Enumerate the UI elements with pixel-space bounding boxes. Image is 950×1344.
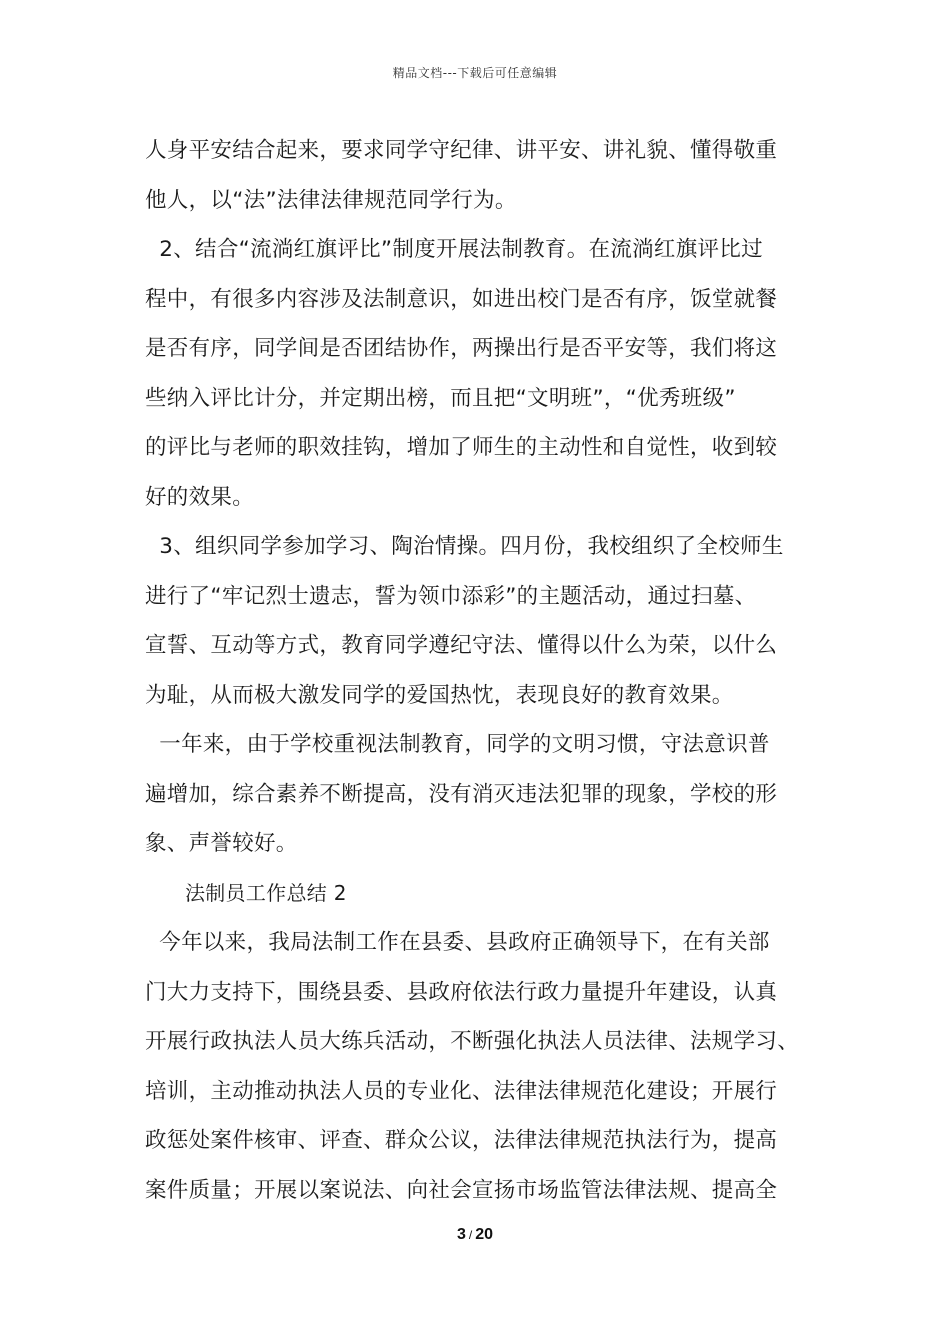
- body-line: 今年以来，我局法制工作在县委、县政府正确领导下，在有关部: [145, 930, 770, 955]
- body-line: 些纳入评比计分，并定期出榜，而且把“文明班”，“优秀班级”: [145, 385, 736, 411]
- page-number-separator: /: [468, 1228, 473, 1242]
- body-line: 开展行政执法人员大练兵活动，不断强化执法人员法律、法规学习、: [145, 1029, 800, 1054]
- body-line: 案件质量；开展以案说法、向社会宣扬市场监管法律法规、提高全: [145, 1177, 778, 1203]
- body-line: 2、结合“流淌红旗评比”制度开展法制教育。在流淌红旗评比过: [145, 237, 763, 262]
- body-line: 为耻，从而极大激发同学的爱国热忱，表现良好的教育效果。: [145, 682, 734, 708]
- body-line: 好的效果。: [145, 484, 255, 510]
- body-line: 人身平安结合起来，要求同学守纪律、讲平安、讲礼貌、懂得敬重: [145, 138, 778, 163]
- document-body: [145, 126, 825, 1215]
- body-line: 宣誓、互动等方式，教育同学遵纪守法、懂得以什么为荣，以什么: [145, 633, 778, 658]
- body-line: 政惩处案件核审、评查、群众公议，法律法律规范执法行为，提高: [145, 1128, 778, 1153]
- current-page-number: 3: [456, 1226, 466, 1243]
- page-header: 精品文档---下载后可任意编辑: [392, 66, 558, 80]
- body-line: 一年来，由于学校重视法制教育，同学的文明习惯，守法意识普: [145, 732, 770, 757]
- body-line: 遍增加，综合素养不断提高，没有消灭违法犯罪的现象，学校的形: [145, 781, 778, 807]
- body-line: 他人，以“法”法律法律规范同学行为。: [145, 187, 517, 213]
- body-line: 培训，主动推动执法人员的专业化、法律法律规范化建设；开展行: [145, 1078, 778, 1104]
- page-number: [0, 1226, 950, 1244]
- body-line: 程中，有很多内容涉及法制意识，如进出校门是否有序，饭堂就餐: [145, 286, 778, 312]
- body-line: 象、声誉较好。: [145, 831, 298, 856]
- body-line: 进行了“牢记烈士遗志，誓为领巾添彩”的主题活动，通过扫墓、: [145, 583, 757, 609]
- body-line: 是否有序，同学间是否团结协作，两操出行是否平安等，我们将这: [145, 336, 778, 361]
- section-heading: 法制员工作总结 2: [145, 880, 347, 905]
- total-page-count: 20: [475, 1226, 494, 1243]
- body-line: 门大力支持下，围绕县委、县政府依法行政力量提升年建设，认真: [145, 979, 778, 1005]
- body-line: 3、组织同学参加学习、陶治情操。四月份，我校组织了全校师生: [145, 534, 784, 559]
- body-line: 的评比与老师的职效挂钩，增加了师生的主动性和自觉性，收到较: [145, 435, 778, 460]
